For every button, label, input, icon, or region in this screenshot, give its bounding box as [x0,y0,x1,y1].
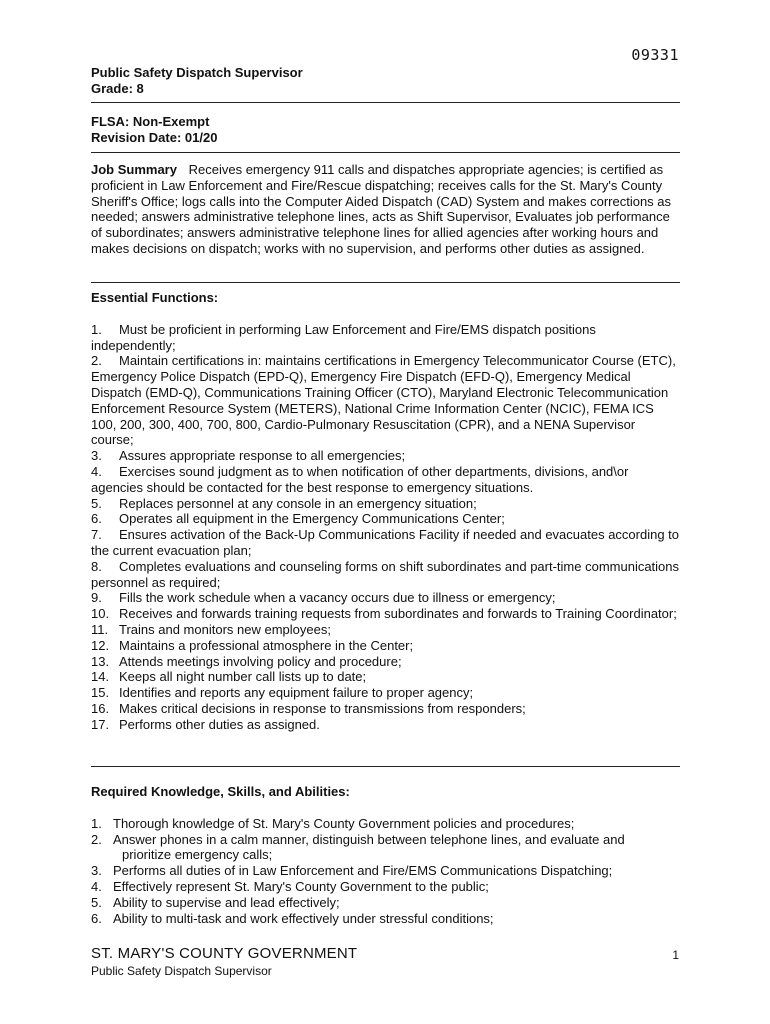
list-item: 6. Operates all equipment in the Emergency Communications Center; [91,511,505,527]
divider [91,152,680,153]
document-number: 09331 [631,46,679,64]
list-item: 5. Replaces personnel at any console in an emergency situation; [91,495,477,511]
list-item: 2. Maintain certifications in: maintains certifications in Emergency Telecommunicator Course (ETC), Emergency Police Dispatch (EPD-Q), Emergency Fire Dispatch (EFD-Q), Emergency Medical Dispatch (EMD-Q), Communications Training Officer (CTO), Maryland Electronic Telecommunication Enforcement Resource System (METERS), National Crime Information Center (NCIC), FEMA ICS 100, 200, 300, 400, 700, 800, Cardio-Pulmonary Resuscitation (CPR), and a NENA Supervisor course; [91,353,676,448]
job-summary [91,162,680,257]
essential-functions [91,290,680,733]
ksa-heading: Required Knowledge, Skills, and Abilities: [91,784,350,799]
page-number: 1 [672,948,679,962]
list-item: 10. Receives and forwards training requests from subordinates and forwards to Training Coordinator; [91,606,677,622]
list-item: 7. Ensures activation of the Back-Up Communications Facility if needed and evacuates according to the current evacuation plan; [91,527,680,558]
list-item: 9. Fills the work schedule when a vacancy occurs due to illness or emergency; [91,590,556,606]
list-item: 17. Performs other duties as assigned. [91,716,320,732]
list-item: 1. Thorough knowledge of St. Mary's County Government policies and procedures; [91,815,575,831]
required-ksa [91,784,680,926]
list-item: 3. Performs all duties of in Law Enforcement and Fire/EMS Communications Dispatching; [91,863,613,879]
flsa-block [91,114,680,145]
list-item: 12. Maintains a professional atmosphere in the Center; [91,637,414,653]
divider [91,282,680,283]
list-item: 8. Completes evaluations and counseling forms on shift subordinates and part-time communications personnel as required; [91,558,680,590]
list-item: 14. Keeps all night number call lists up to date; [91,669,367,685]
list-item: 3. Assures appropriate response to all emergencies; [91,448,406,464]
list-item: 13. Attends meetings involving policy and procedure; [91,653,402,669]
list-item: 11. Trains and monitors new employees; [91,621,331,637]
job-title: Public Safety Dispatch Supervisor [91,65,303,80]
grade: Grade: 8 [91,80,144,96]
divider [91,102,680,103]
list-item: 4. Exercises sound judgment as to when notification of other departments, divisions, and\or agencies should be contacted for the best response to emergency situations. [91,463,629,495]
divider [91,766,680,767]
essential-functions-list [91,322,680,733]
job-summary-text: Receives emergency 911 calls and dispatches appropriate agencies; is certified as proficient in Law Enforcement and Fire/Rescue dispatching; receives calls for the St. Mary's County Sheriff's Office; logs calls into the Computer Aided Dispatch (CAD) System and makes corrections as needed; answers administrative telephone lines, acts as Shift Supervisor, Evaluates job performance of subordinates; answers administrative telephone lines for allied agencies after working hours and makes decisions on dispatch; works with no supervision, and performs other duties as assigned. [91,162,672,256]
list-item: 15. Identifies and reports any equipment failure to proper agency; [91,685,474,701]
list-item: 6. Ability to multi-task and work effectively under stressful conditions; [91,910,494,926]
flsa-status: FLSA: Non-Exempt [91,114,210,129]
list-item: 4. Effectively represent St. Mary's County Government to the public; [91,878,489,894]
list-item: 1. Must be proficient in performing Law Enforcement and Fire/EMS dispatch positions independently; [91,321,596,353]
footer-organization: ST. MARY'S COUNTY GOVERNMENT [91,945,358,962]
job-summary-label: Job Summary [91,162,177,177]
revision-date: Revision Date: 01/20 [91,129,218,145]
list-item: 5. Ability to supervise and lead effectively; [91,894,340,910]
list-item: 2. Answer phones in a calm manner, distinguish between telephone lines, and evaluate and [91,831,625,847]
essential-functions-heading: Essential Functions: [91,290,219,305]
footer-subtitle: Public Safety Dispatch Supervisor [91,964,272,978]
list-item-continuation: prioritize emergency calls; [122,847,273,863]
list-item: 16. Makes critical decisions in response to transmissions from responders; [91,700,526,716]
title-block [91,65,680,96]
